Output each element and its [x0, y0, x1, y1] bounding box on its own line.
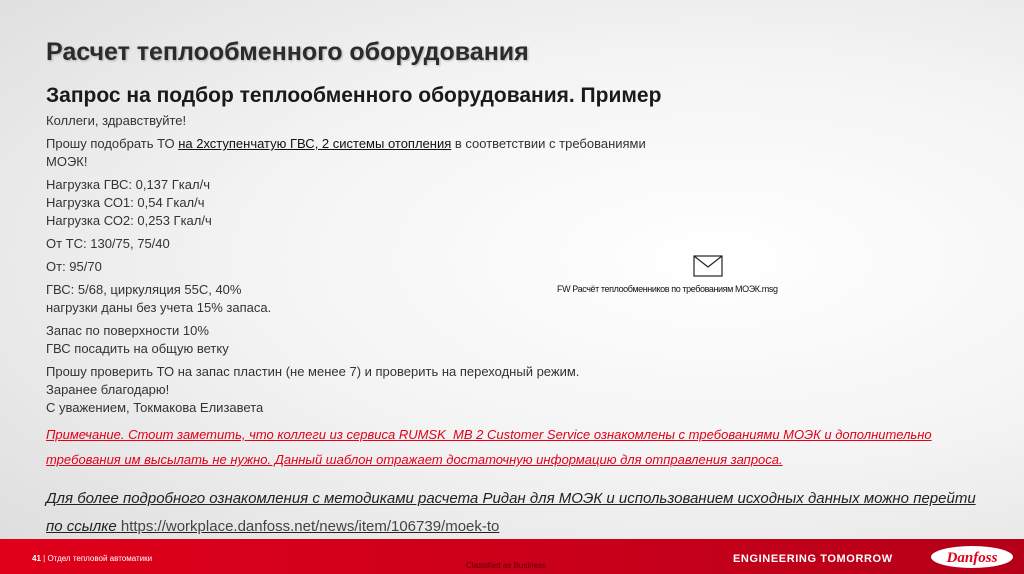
closing [46, 363, 686, 417]
load-co1: Нагрузка СО1: 0,54 Гкал/ч [46, 195, 205, 210]
more-info [46, 485, 976, 541]
request-underlined: на 2хступенчатую ГВС, 2 системы отопления [178, 136, 452, 151]
slide-title: Расчет теплообменного оборудования [46, 38, 529, 66]
request-prefix: Прошу подобрать ТО [46, 136, 179, 151]
closing-line-2: Заранее благодарю! [46, 382, 170, 397]
load-co2: Нагрузка СО2: 0,253 Гкал/ч [46, 213, 212, 228]
tagline: ENGINEERING TOMORROW [733, 553, 893, 565]
closing-line-1: Прошу проверить ТО на запас пластин (не менее 7) и проверить на переходный режим. [46, 364, 580, 379]
slide-subtitle: Запрос на подбор теплообменного оборудования. Пример [46, 84, 662, 107]
danfoss-logo [930, 545, 1014, 569]
page-separator: | [43, 554, 46, 563]
gvs-line-2: нагрузки даны без учета 15% запаса. [46, 300, 272, 315]
gvs-line-1: ГВС: 5/68, циркуляция 55С, 40% [46, 282, 242, 297]
loads [46, 176, 686, 230]
from-ts: От ТС: 130/75, 75/40 [46, 236, 170, 251]
note-text: Примечание. Стоит заметить, что коллеги из сервиса RUMSK_MB 2 Customer Service ознакомлены с требованиями МОЭК и дополнительно требования им высылать не нужно. Данный шаблон отражает достаточную информацию для отправления запроса. [46, 427, 932, 467]
envelope-icon [693, 255, 723, 277]
request-line [46, 135, 686, 171]
reserve-line-2: ГВС посадить на общую ветку [46, 341, 229, 356]
more-info-link[interactable]: https://workplace.danfoss.net/news/item/106739/moek-to [120, 518, 500, 535]
page-number: 41 [32, 554, 41, 563]
page-info [32, 554, 152, 563]
greeting: Коллеги, здравствуйте! [46, 113, 187, 128]
footer-bar [0, 539, 1024, 574]
email-body [46, 112, 686, 422]
closing-line-3: С уважением, Токмакова Елизавета [46, 400, 264, 415]
request-suffix: в соответствии с требованиями МОЭК! [46, 136, 646, 169]
more-info-text: Для более подробного ознакомления с методиками расчета Ридан для МОЭК и использованием исходных данных можно перейти по ссылке [46, 490, 976, 535]
from-ot: От: 95/70 [46, 259, 102, 274]
danfoss-logo-text: Danfoss [946, 550, 998, 566]
classification-label: Classified as Business [466, 561, 547, 570]
section-name: Отдел тепловой автоматики [47, 554, 153, 563]
load-gvs: Нагрузка ГВС: 0,137 Гкал/ч [46, 177, 210, 192]
reserve-line-1: Запас по поверхности 10% [46, 323, 209, 338]
attachment-filename: FW Расчёт теплообменников по требованиям МОЭК.msg [557, 284, 778, 294]
reserve [46, 322, 686, 358]
